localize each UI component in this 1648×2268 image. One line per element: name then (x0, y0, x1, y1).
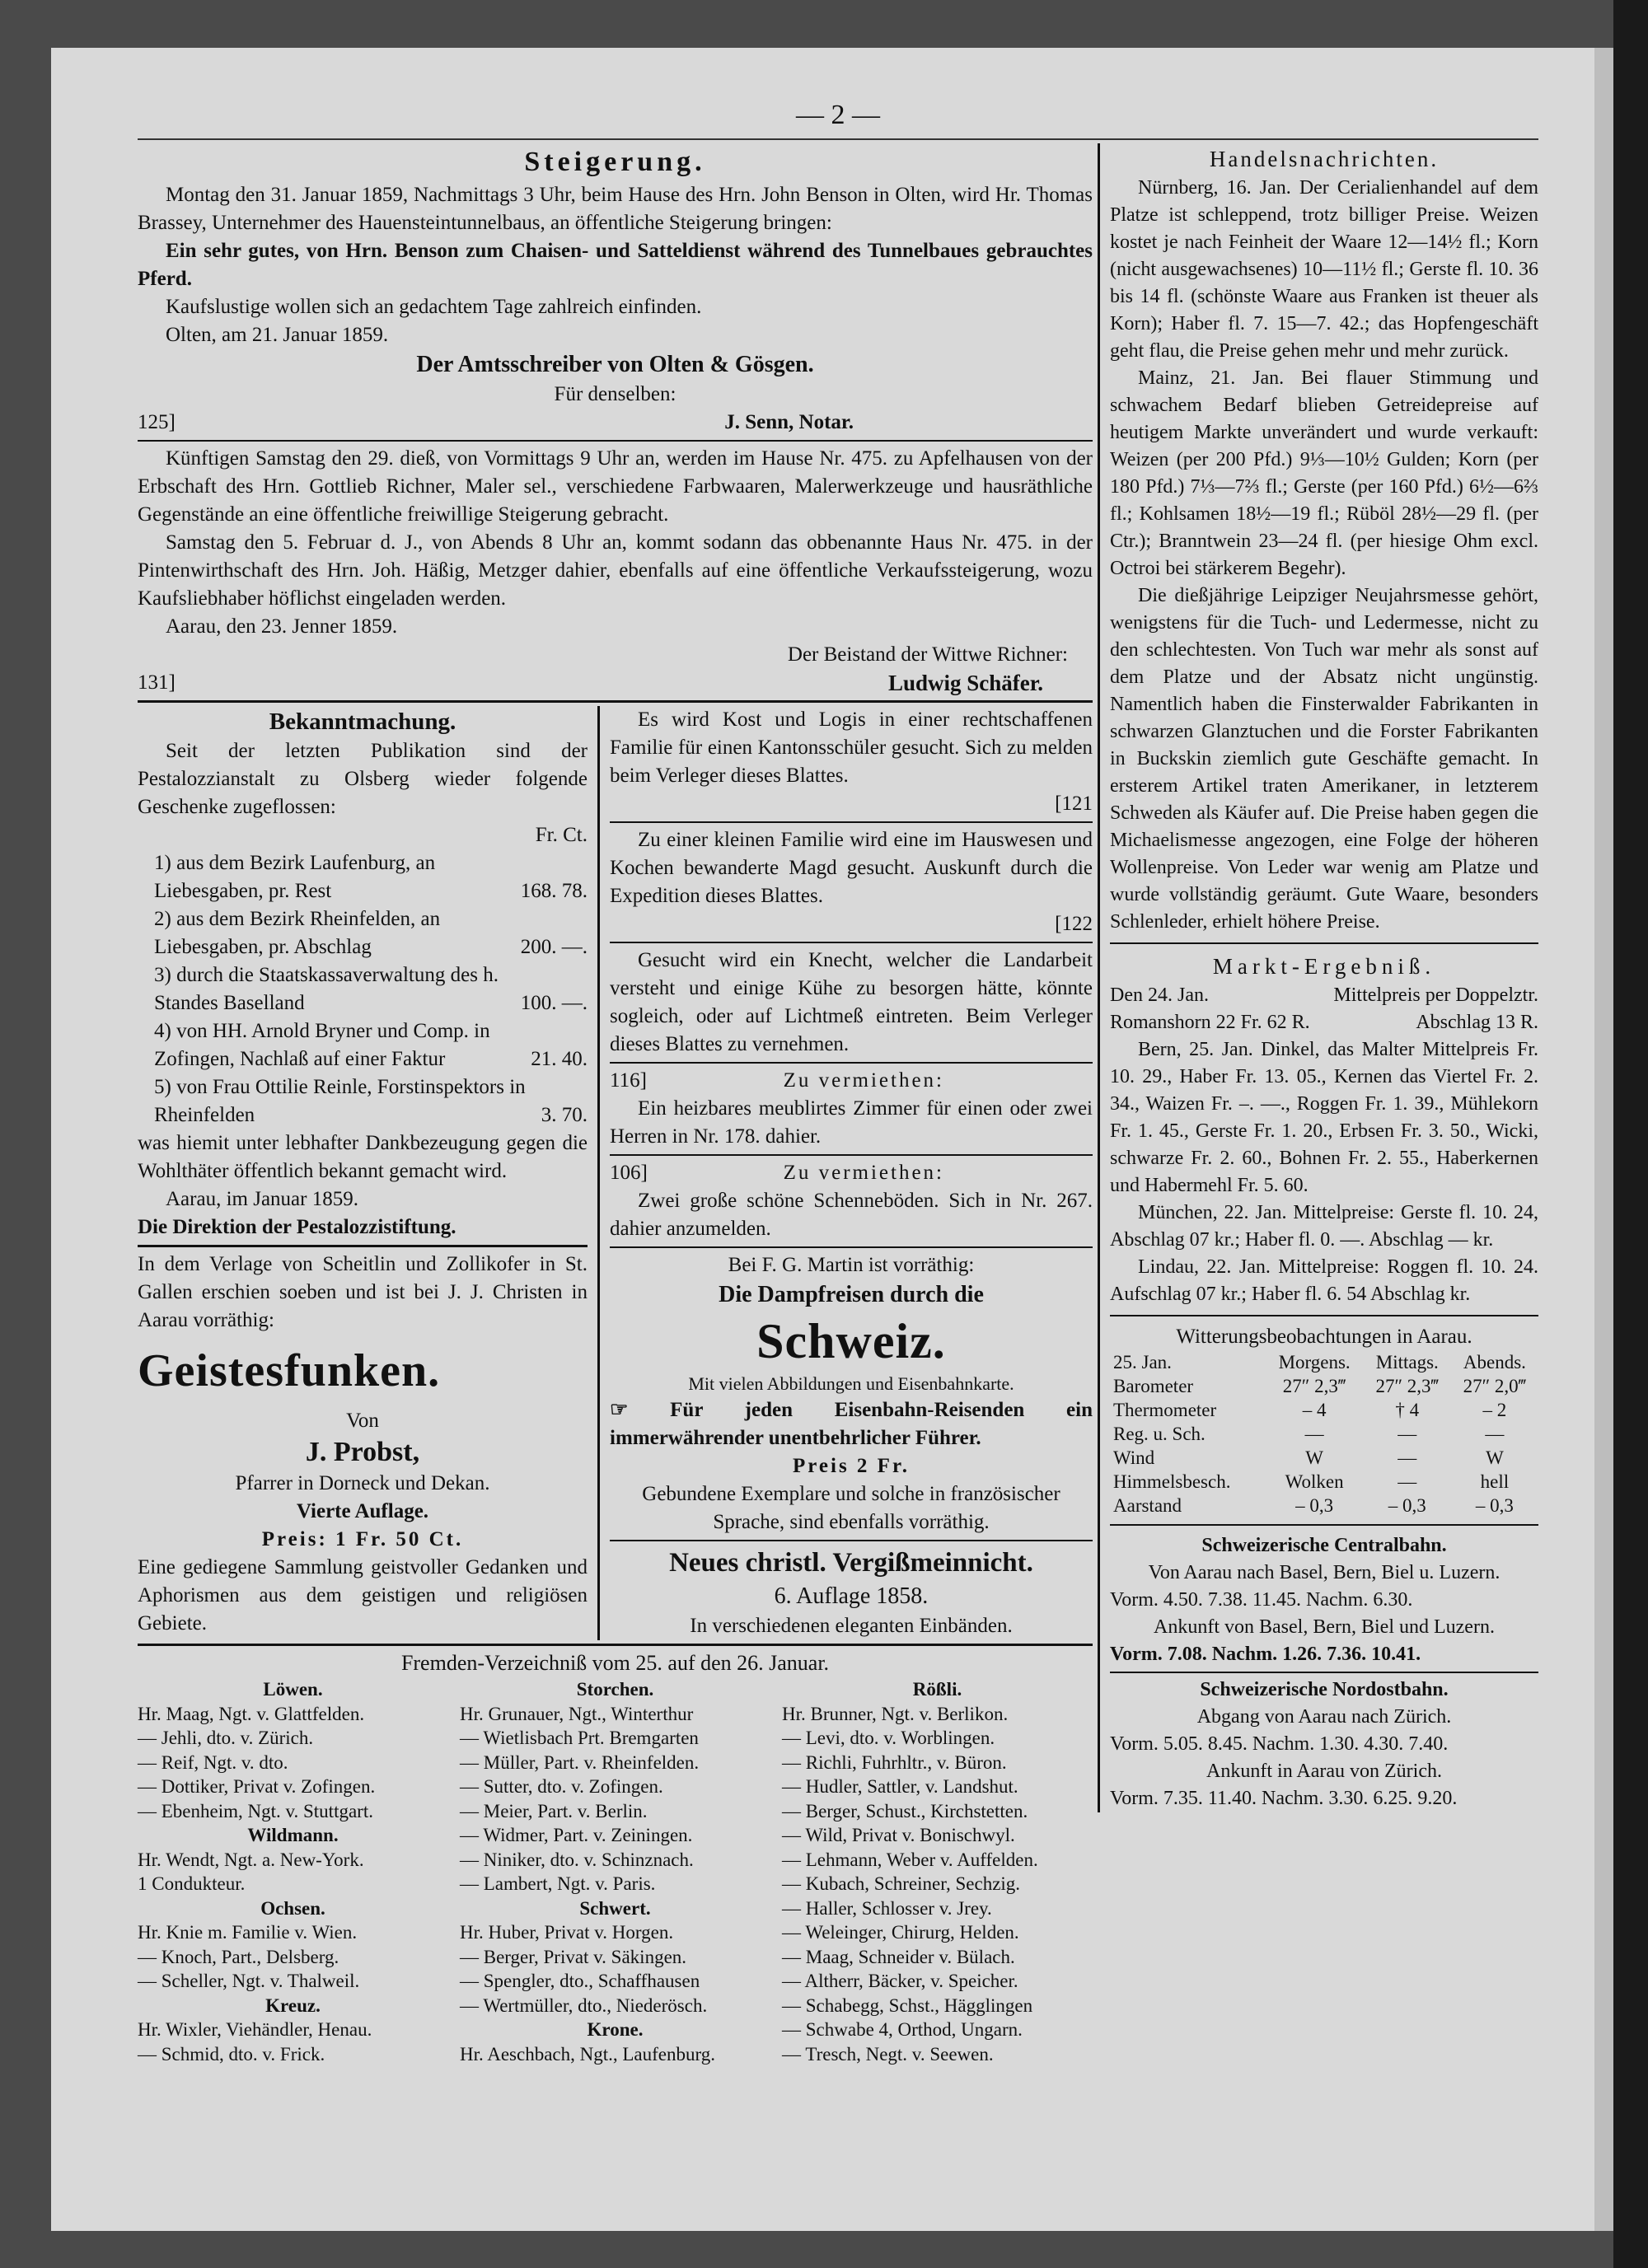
geistesfunken-price: Preis: 1 Fr. 50 Ct. (261, 1528, 464, 1550)
ad-text: Zu einer kleinen Familie wird eine im Hauswesen und Kochen bewanderte Magd gesucht. Auskunft durch die Expedition dieses Blattes. (610, 829, 1093, 907)
rule (610, 1540, 1093, 1541)
weather-value: – 0,3 (1475, 1495, 1514, 1516)
guest-entry: — Lehmann, Weber v. Auffelden. (782, 1849, 1038, 1870)
nordost-arr-times: Vorm. 7.35. 11.40. Nachm. 3.30. 6.25. 9.20. (1110, 1788, 1458, 1809)
rule (138, 1644, 1093, 1646)
donation-text: 1) aus dem Bezirk Laufenburg, an Liebesgaben, pr. Rest (154, 852, 436, 902)
weather-value: — (1304, 1424, 1324, 1444)
guest-entry: Hr. Huber, Privat v. Horgen. (460, 1922, 674, 1943)
weather-value: † 4 (1395, 1400, 1420, 1420)
guest-entry: — Schwabe 4, Orthod, Ungarn. (782, 2019, 1023, 2040)
donation-text: 2) aus dem Bezirk Rheinfelden, an Liebesgaben, pr. Abschlag (154, 908, 441, 958)
martin-intro: Bei F. G. Martin ist vorräthig: (728, 1254, 975, 1276)
guest-entry: — Müller, Part. v. Rheinfelden. (460, 1751, 700, 1773)
guest-entry: Hr. Wendt, Ngt. a. New-York. (138, 1849, 364, 1870)
ad-number: 125] (138, 411, 176, 433)
geistesfunken-title: Geistesfunken. (138, 1345, 441, 1396)
markt-romanshorn: Romanshorn 22 Fr. 62 R. (1110, 1012, 1310, 1033)
central-dep-times: Vorm. 4.50. 7.38. 11.45. Nachm. 6.30. (1110, 1589, 1413, 1611)
ad-number: [122 (1055, 913, 1093, 935)
guest-entry: — Ebenheim, Ngt. v. Stuttgart. (138, 1800, 373, 1821)
steigerung-title: Steigerung. (524, 147, 706, 177)
guest-entry: — Wietlisbach Prt. Bremgarten (460, 1728, 699, 1748)
martin-ad (610, 1251, 1093, 1640)
guest-entry: — Schmid, dto. v. Frick. (138, 2043, 325, 2065)
weather-header: Abends. (1463, 1352, 1526, 1372)
guest-entry: — Wertmüller, dto., Niederösch. (460, 1994, 708, 2016)
rule (610, 1062, 1093, 1064)
donation-amount: 100. —. (520, 992, 588, 1014)
guest-entry: — Sutter, dto. v. Zofingen. (460, 1776, 663, 1797)
markt-abschlag: Abschlag 13 R. (1416, 1012, 1538, 1033)
rule (610, 1246, 1093, 1248)
guest-entry: Hr. Wixler, Viehändler, Henau. (138, 2019, 372, 2040)
steigerung-item: Ein sehr gutes, von Hrn. Benson zum Chaisen- und Satteldienst während des Tunnelbaues gebrauchtes Pferd. (138, 240, 1093, 290)
guest-entry: — Knoch, Part., Delsberg. (138, 1946, 339, 1967)
weather-header-row (1110, 1350, 1538, 1374)
richner-notice (138, 445, 1093, 697)
hotel-name: Löwen. (263, 1679, 323, 1700)
weather-label: Thermometer (1113, 1400, 1217, 1420)
weather-header: 25. Jan. (1113, 1352, 1172, 1372)
rule (1110, 1672, 1538, 1673)
martin-title: Schweiz. (756, 1314, 946, 1368)
handel-title: Handelsnachrichten. (1209, 147, 1440, 171)
guest-entry: Hr. Brunner, Ngt. v. Berlikon. (782, 1703, 1009, 1724)
guest-entry: — Reif, Ngt. v. dto. (138, 1751, 288, 1773)
weather-value: – 2 (1482, 1400, 1507, 1420)
rule (610, 942, 1093, 943)
richner-signer-title: Der Beistand der Wittwe Richner: (787, 643, 1068, 666)
weather-label: Himmelsbesch. (1113, 1471, 1231, 1492)
central-arr-label: Ankunft von Basel, Bern, Biel und Luzern. (1154, 1616, 1495, 1638)
guest-entry: — Scheller, Ngt. v. Thalweil. (138, 1971, 360, 1991)
rule (610, 1154, 1093, 1156)
scan-border (1613, 0, 1648, 2268)
richner-para: Künftigen Samstag den 29. dieß, von Vormittags 9 Uhr an, werden im Hause Nr. 475. zu Apfelhausen von der Erbschaft des Hrn. Gottlieb Richner, Maler sel., verschiedene Farbwaaren, Malerwerkzeuge und hausräthliche Gegenstände an eine öffentliche freiwillige Steigerung gebracht. (138, 447, 1093, 526)
weather-value: — (1398, 1447, 1417, 1468)
donation-item (138, 961, 588, 1017)
martin-binding2: In verschiedenen eleganten Einbänden. (690, 1615, 1013, 1637)
geistesfunken-description: Eine gediegene Sammlung geistvoller Gedanken und Aphorismen aus dem geistigen und religiösen Gebiete. (138, 1556, 588, 1634)
weather-value: 27″ 2,3‴ (1375, 1376, 1440, 1396)
markt-para: Bern, 25. Jan. Dinkel, das Malter Mittelpreis Fr. 10. 29., Haber Fr. 13. 05., Kernen das Viertel Fr. 2. 34., Waizen Fr. –. —., Roggen Fr. 1. 39., Mühlekorn Fr. 1. 45., Gerste Fr. 1. 20., Erbsen Fr. 3. 50., Wicki, schwarze Fr. 2. 60., Bohnen Fr. 2. 55., Haberkernen und Habermehl Fr. 5. 60. (1110, 1039, 1538, 1196)
steigerung-para: Kaufslustige wollen sich an gedachtem Tage zahlreich einfinden. (166, 296, 702, 318)
guest-entry: — Berger, Privat v. Säkingen. (460, 1946, 687, 1967)
ad-text: Ein heizbares meublirtes Zimmer für einen oder zwei Herren in Nr. 178. dahier. (610, 1097, 1093, 1148)
rule (138, 440, 1093, 442)
left-section (138, 143, 1093, 2066)
page-number: — 2 — (138, 97, 1538, 140)
central-title: Schweizerische Centralbahn. (1201, 1535, 1447, 1556)
witterung-title: Witterungsbeobachtungen in Aarau. (1176, 1326, 1472, 1348)
bekanntmachung-date: Aarau, im Januar 1859. (166, 1188, 358, 1210)
ad-schenneboeden (610, 1159, 1093, 1243)
handel-para: Die dießjährige Leipziger Neujahrsmesse gehört, wenigstens für die Tuch- und Ledermesse, nicht zu den schlechtesten. Von Tuch war mehr als sonst auf dem Platze und der Absatz nicht ungünstig. Namentlich haben die Finsterwalder Fabrikanten in schwarzen Glanztuchen und die Forster Fabrikanten in Buckskin ziemlich gute Geschäfte gemacht. In ersterem Artikel traten Amerikaner, in letzterem Schweden als Käufer auf. Die Preise haben gegen die Michaelismesse angezogen, eine Folge der höheren Wollenpreise. Von Leder war wenig am Platze und wurde vollständig geräumt. Gute Waare, besonders Schlenleder, erhielt höhere Preise. (1110, 585, 1538, 933)
hotel-name: Krone. (587, 2019, 644, 2040)
fremden-title: Fremden-Verzeichniß vom 25. auf den 26. Januar. (400, 1651, 830, 1675)
guest-entry: — Wild, Privat v. Bonischwyl. (782, 1825, 1015, 1845)
weather-table (1110, 1350, 1538, 1517)
guest-entry: Hr. Maag, Ngt. v. Glattfelden. (138, 1703, 365, 1724)
weather-value: 27″ 2,0‴ (1463, 1376, 1527, 1396)
ad-number: 131] (138, 671, 176, 694)
weather-value: W (1305, 1447, 1323, 1468)
donation-item (138, 849, 588, 905)
weather-value: — (1485, 1424, 1505, 1444)
donation-amount: 168. 78. (520, 880, 588, 902)
donation-text: 5) von Frau Ottilie Reinle, Forstinspektors in Rheinfelden (154, 1076, 526, 1126)
geistesfunken-role: Pfarrer in Dorneck und Dekan. (235, 1472, 490, 1494)
ad-text: Gesucht wird ein Knecht, welcher die Landarbeit versteht und einige Kühe zu besorgen hätte, könnte sogleich, oder auf Lichtmeß eintreten. Beim Verleger dieses Blattes zu vernehmen. (610, 949, 1093, 1055)
fremden-verzeichnis (138, 1677, 1093, 2066)
steigerung-date: Olten, am 21. Januar 1859. (166, 324, 389, 346)
ad-text: Zwei große schöne Schenneböden. Sich in Nr. 267. dahier anzumelden. (610, 1190, 1093, 1240)
guest-entry: — Haller, Schlosser v. Jrey. (782, 1897, 992, 1919)
nordost-dep-times: Vorm. 5.05. 8.45. Nachm. 1.30. 4.30. 7.40. (1110, 1733, 1449, 1755)
donation-amount: 3. 70. (541, 1104, 588, 1126)
weather-label: Aarstand (1113, 1495, 1182, 1516)
hotel-name: Ochsen. (260, 1897, 325, 1919)
hotel-name: Storchen. (576, 1679, 654, 1700)
martin-edition2: 6. Auflage 1858. (774, 1583, 929, 1609)
martin-other: Gebundene Exemplare und solche in französischer Sprache, sind ebenfalls vorräthig. (642, 1483, 1060, 1533)
hotel-name: Kreuz. (265, 1994, 321, 2016)
guest-entry: — Niniker, dto. v. Schinznach. (460, 1849, 694, 1870)
steigerung-signer: Der Amtsschreiber von Olten & Gösgen. (416, 352, 814, 377)
donation-amount: 21. 40. (531, 1048, 588, 1070)
steigerung-notary: J. Senn, Notar. (724, 411, 854, 433)
geistesfunken-ad (138, 1251, 588, 1638)
nordost-dep-label: Abgang von Aarau nach Zürich. (1196, 1706, 1452, 1728)
weather-row (1110, 1446, 1538, 1470)
handel-para: Nürnberg, 16. Jan. Der Cerialienhandel auf dem Platze ist schleppend, trotz billiger Preise. Weizen kostet je nach Feinheit der Waare 12—14½ fl.; Korn (nicht ausgewachsenes) 10—11½ fl.; Gerste fl. 10. 36 bis 14 fl. (schönste Waare aus Franken ist theuer als Korn); Haber fl. 7. 15—7. 42.; das Hopfengeschäft geht flau, die Preise gehen mehr und mehr zurück. (1110, 177, 1538, 362)
weather-row (1110, 1374, 1538, 1398)
guest-entry: — Spengler, dto., Schaffhausen (460, 1971, 700, 1991)
weather-value: – 0,3 (1295, 1495, 1334, 1516)
guest-entry: — Lambert, Ngt. v. Paris. (460, 1873, 656, 1894)
fremden-column (460, 1677, 770, 2066)
weather-header: Morgens. (1278, 1352, 1351, 1372)
handel-para: Mainz, 21. Jan. Bei flauer Stimmung und schwachem Bedarf blieben Getreidepreise auf heutigem Markte unverändert und wurde verkauft: Weizen (per 200 Pfd.) 9⅓—10½ Gulden; Korn (per 180 Pfd.) 7⅓—7⅔ fl.; Gerste (per 160 Pfd.) 6½—6⅔ fl.; Kohlsamen 18½—19 fl.; Rüböl 28½—29 fl. (per Ctr.); Branntwein 23—24 fl. (per hiesige Ohm excl. Octroi bei stärkerem Begehr). (1110, 367, 1538, 579)
nordost-title: Schweizerische Nordostbahn. (1200, 1679, 1449, 1700)
guest-entry: — Dottiker, Privat v. Zofingen. (138, 1776, 376, 1797)
fremden-column (138, 1677, 448, 2066)
right-column (1098, 143, 1538, 1812)
classified-column (597, 706, 1093, 1640)
guest-entry: — Weleinger, Chirurg, Helden. (782, 1922, 1019, 1943)
martin-pitch: Für jeden Eisenbahn-Reisenden ein immerwährender unentbehrlicher Führer. (610, 1399, 1093, 1449)
left-subcolumn (138, 706, 597, 1638)
markt-title: Markt-Ergebniß. (1212, 954, 1436, 979)
weather-label: Barometer (1113, 1376, 1194, 1396)
bekanntmachung-intro: Seit der letzten Publikation sind der Pestalozzianstalt zu Olsberg wieder folgende Geschenke zugeflossen: (138, 740, 588, 818)
ad-text: Es wird Kost und Logis in einer rechtschaffenen Familie für einen Kantonsschüler gesucht. Sich zu melden beim Verleger dieses Blattes. (610, 708, 1093, 787)
weather-value: W (1486, 1447, 1504, 1468)
ad-number: 106] (610, 1162, 648, 1184)
weather-value: – 0,3 (1388, 1495, 1426, 1516)
guest-entry: — Berger, Schust., Kirchstetten. (782, 1800, 1028, 1821)
donation-item (138, 1017, 588, 1073)
markt-date: Den 24. Jan. (1110, 984, 1209, 1006)
currency-header: Fr. Ct. (535, 824, 588, 846)
markt-para: München, 22. Jan. Mittelpreise: Gerste fl. 10. 24, Abschlag 07 kr.; Haber fl. 0. —. Abschlag — kr. (1110, 1202, 1538, 1251)
weather-value: — (1398, 1424, 1417, 1444)
rule (138, 1245, 588, 1247)
rule (1110, 1524, 1538, 1526)
bekanntmachung-signer: Die Direktion der Pestalozzistiftung. (138, 1216, 456, 1238)
nordost-arr-label: Ankunft in Aarau von Zürich. (1206, 1761, 1442, 1782)
richner-signer: Ludwig Schäfer. (887, 671, 1043, 695)
ad-magd (610, 826, 1093, 938)
ad-heading: Zu vermiethen: (783, 1069, 944, 1092)
geistesfunken-author: J. Probst, (305, 1437, 420, 1467)
guest-entry: — Schabegg, Schst., Hägglingen (782, 1994, 1033, 2016)
guest-entry: — Kubach, Schreiner, Sechzig. (782, 1873, 1021, 1894)
steigerung-para: Montag den 31. Januar 1859, Nachmittags 3 Uhr, beim Hause des Hrn. John Benson in Olten, wird Hr. Thomas Brassey, Unternehmer des Hauensteintunnelbaus, an öffentliche Steigerung bringen: (138, 184, 1093, 234)
ad-heading: Zu vermiethen: (783, 1162, 944, 1184)
weather-row (1110, 1422, 1538, 1446)
guest-entry: Hr. Grunauer, Ngt., Winterthur (460, 1703, 694, 1724)
bekanntmachung-notice (138, 706, 588, 1242)
weather-value: Wolken (1285, 1471, 1344, 1492)
weather-row (1110, 1398, 1538, 1422)
rule (1110, 942, 1538, 944)
guest-entry: — Jehli, dto. v. Zürich. (138, 1728, 314, 1748)
weather-value: – 4 (1302, 1400, 1327, 1420)
weather-value: 27″ 2,3‴ (1282, 1376, 1346, 1396)
guest-entry: — Levi, dto. v. Worblingen. (782, 1728, 995, 1748)
weather-header: Mittags. (1375, 1352, 1439, 1372)
hotel-name: Wildmann. (247, 1825, 339, 1845)
donation-text: 3) durch die Staatskassaverwaltung des h. Standes Baselland (154, 964, 499, 1014)
markt-unit: Mittelpreis per Doppelztr. (1333, 984, 1538, 1006)
guest-entry: — Altherr, Bäcker, v. Speicher. (782, 1971, 1018, 1991)
newspaper-page (51, 48, 1613, 2231)
martin-note: Mit vielen Abbildungen und Eisenbahnkarte. (688, 1373, 1014, 1394)
bekanntmachung-title: Bekanntmachung. (269, 708, 456, 735)
geistesfunken-by: Von (346, 1410, 379, 1432)
weather-label: Wind (1113, 1447, 1155, 1468)
richner-date: Aarau, den 23. Jenner 1859. (166, 615, 398, 638)
guest-entry: — Meier, Part. v. Berlin. (460, 1800, 648, 1821)
donation-item (138, 905, 588, 961)
geistesfunken-edition: Vierte Auflage. (296, 1500, 429, 1522)
pointing-hand-icon: ☞ (610, 1399, 629, 1421)
richner-para: Samstag den 5. Februar d. J., von Abends 8 Uhr an, kommt sodann das obbenannte Haus Nr. 475. in der Pintenwirthschaft des Hrn. Joh. Häßig, Metzger dahier, ebenfalls auf eine öffentliche Verkaufssteigerung, wozu Kaufsliebhaber höflichst eingeladen werden. (138, 531, 1093, 610)
weather-row (1110, 1494, 1538, 1517)
ad-number: 116] (610, 1069, 647, 1092)
rule (138, 700, 1093, 703)
steigerung-notice (138, 143, 1093, 437)
guest-entry: — Hudler, Sattler, v. Landshut. (782, 1776, 1018, 1797)
guest-entry: — Richli, Fuhrhltr., v. Büron. (782, 1751, 1007, 1773)
central-dep-label: Von Aarau nach Basel, Bern, Biel u. Luzern. (1148, 1562, 1501, 1583)
guest-entry: Hr. Aeschbach, Ngt., Laufenburg. (460, 2043, 715, 2065)
guest-entry: — Maag, Schneider v. Bülach. (782, 1946, 1015, 1967)
weather-value: — (1398, 1471, 1417, 1492)
markt-para: Lindau, 22. Jan. Mittelpreise: Roggen fl. 10. 24. Aufschlag 07 kr.; Haber fl. 6. 54 Abschlag kr. (1110, 1256, 1538, 1305)
guest-entry: Hr. Knie m. Familie v. Wien. (138, 1922, 358, 1943)
ad-kost-logis (610, 706, 1093, 818)
weather-value: hell (1480, 1471, 1510, 1492)
guest-entry: — Tresch, Negt. v. Seewen. (782, 2043, 994, 2065)
martin-price: Preis 2 Fr. (792, 1455, 910, 1477)
ad-zimmer (610, 1067, 1093, 1151)
martin-subtitle: Die Dampfreisen durch die (719, 1282, 984, 1307)
weather-label: Reg. u. Sch. (1113, 1424, 1206, 1444)
ad-number: [121 (1055, 793, 1093, 815)
martin-title2: Neues christl. Vergißmeinnicht. (669, 1548, 1033, 1578)
bekanntmachung-outro: was hiemit unter lebhafter Dankbezeugung gegen die Wohlthäter öffentlich bekannt gemacht wird. (138, 1132, 588, 1182)
guest-entry: 1 Condukteur. (138, 1873, 246, 1894)
central-arr-times: Vorm. 7.08. Nachm. 1.26. 7.36. 10.41. (1110, 1644, 1421, 1665)
geistesfunken-intro: In dem Verlage von Scheitlin und Zollikofer in St. Gallen erschien soeben und ist bei J. J. Christen in Aarau vorräthig: (138, 1253, 588, 1331)
fremden-column (782, 1677, 1093, 2066)
rule (1110, 1315, 1538, 1316)
donation-amount: 200. —. (520, 936, 588, 958)
donation-item (138, 1073, 588, 1129)
donation-text: 4) von HH. Arnold Bryner und Comp. in Zofingen, Nachlaß auf einer Faktur (154, 1020, 490, 1070)
ad-knecht (610, 947, 1093, 1059)
rule (610, 821, 1093, 823)
hotel-name: Rößli. (912, 1679, 962, 1700)
guest-entry: — Widmer, Part. v. Zeiningen. (460, 1825, 693, 1845)
weather-row (1110, 1470, 1538, 1494)
steigerung-for: Für denselben: (554, 383, 677, 405)
hotel-name: Schwert. (579, 1897, 651, 1919)
